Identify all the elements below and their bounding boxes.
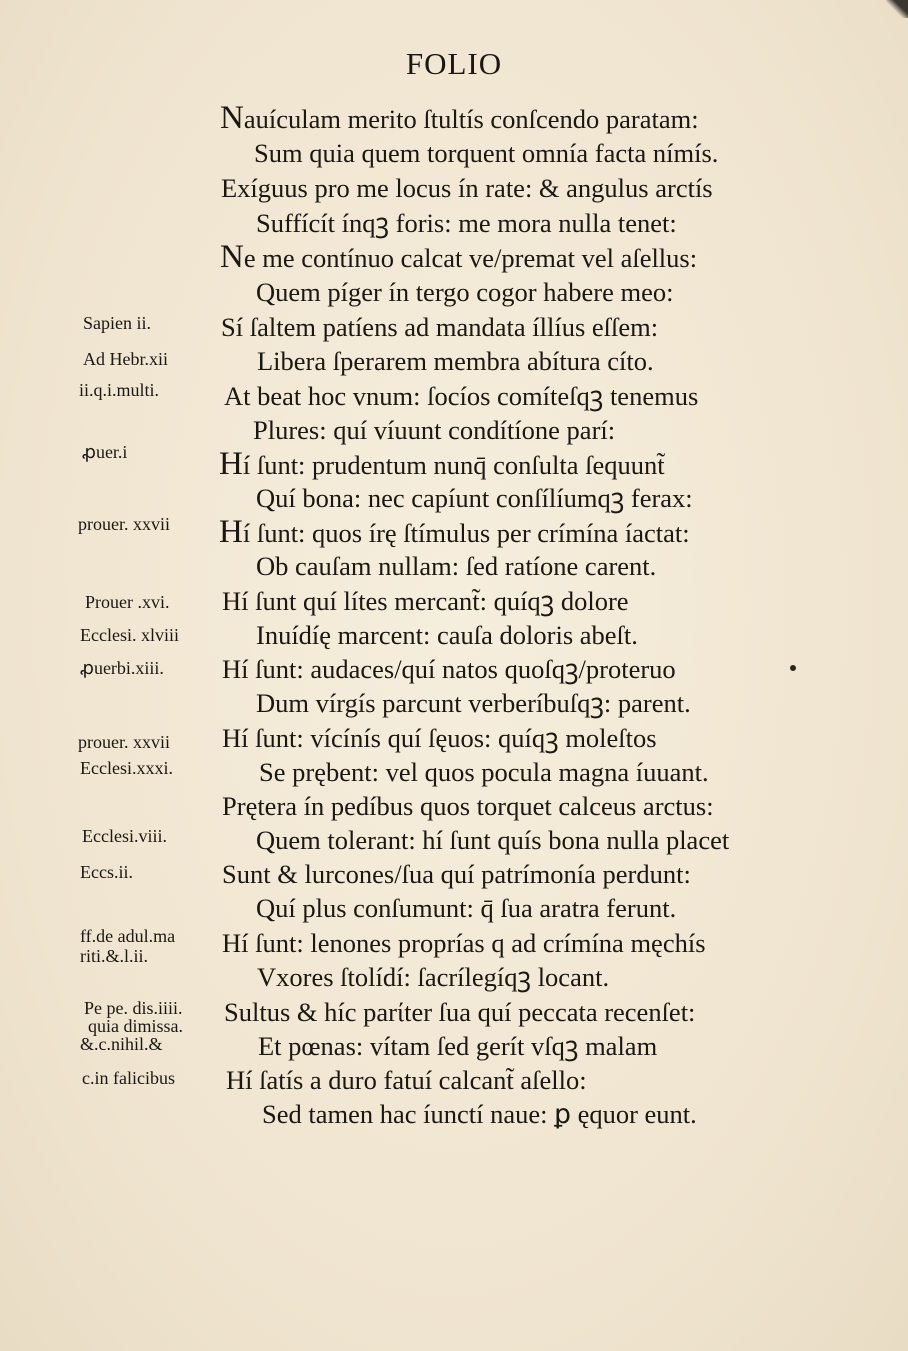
verse-line: Sunt & lurcones/ſua quí patrímonía perdunt:: [222, 859, 691, 889]
verse-line: Quem tolerant: hí ſunt quís bona nulla placet: [256, 825, 730, 855]
marginal-note: quia dimissa.: [88, 1016, 183, 1036]
verse-line: Libera ſperarem membra abítura cíto.: [257, 346, 654, 376]
verse-line: Plures: quí víuunt condítíone parí:: [253, 415, 616, 445]
marginal-note: &.c.nihil.&: [80, 1034, 163, 1054]
verse-line: Vxores ſtolídí: ſacrílegíqꝫ locant.: [257, 962, 610, 992]
verse-line: Hí ſunt: quos írę ſtímulus per crímína íactat:: [219, 514, 690, 550]
verse-line: Inuídíę marcent: cauſa doloris abeſt.: [256, 620, 638, 650]
marginal-note: prouer. xxvii: [78, 514, 170, 534]
verse-line: Hí ſunt: vícínís quí ſęuos: quíqꝫ moleſtos: [222, 723, 657, 753]
verse-line: Quí plus conſumunt: q̄ ſua aratra ferunt.: [256, 893, 677, 923]
marginal-note: c.in falicibus: [82, 1068, 175, 1088]
marginal-note: Ecclesi.viii.: [82, 826, 167, 846]
verse-line: Exíguus pro me locus ín rate: & angulus arctís: [221, 173, 713, 203]
verse-line: Sultus & híc parίter ſua quí peccata recenſet:: [224, 997, 696, 1027]
verse-line: Et pœnas: vítam ſed gerít vſqꝫ malam: [258, 1031, 658, 1061]
verse-line: Hí ſunt: prudentum nunq̄ conſulta ſequunt̃: [219, 446, 665, 482]
marginal-note: ii.q.i.multi.: [79, 380, 160, 400]
marginal-note: riti.&.l.ii.: [80, 946, 149, 966]
marginal-note: Sapien ii.: [83, 313, 151, 333]
verse-line: Dum vírgís parcunt verberíbuſqꝫ: parent.: [256, 688, 691, 718]
page-header-folio: FOLIO: [405, 46, 503, 81]
marginal-note: ꝓuerbi.xiii.: [80, 658, 164, 678]
marginal-note: Pe pe. dis.iiii.: [84, 998, 183, 1018]
verse-line: Quem píger ín tergo cogor habere meo:: [256, 277, 674, 307]
marginal-note: Prouer .xvi.: [85, 592, 170, 612]
verse-line: Hí ſunt quí lítes mercant̃: quíqꝫ dolore: [222, 586, 629, 616]
marginal-note: prouer. xxvii: [78, 732, 170, 752]
verse-line: Nauículam merito ſtultís conſcendo paratam:: [220, 100, 699, 136]
marginal-note: ꝓuer.i: [82, 442, 128, 462]
verse-line: Prętera ín pedíbus quos torquet calceus arctus:: [222, 791, 714, 821]
marginal-note: Ecclesi. xlviii: [80, 625, 179, 645]
verse-line: Sed tamen hac íunctí naue: ꝑ ęquor eunt.: [262, 1099, 697, 1129]
verse-line: Ob cauſam nullam: ſed ratíone carent.: [256, 551, 657, 581]
ink-blot: [790, 665, 796, 671]
marginal-note: Ad Hebr.xii: [83, 349, 168, 369]
verse-line: Hí ſunt: lenones proprías q ad crímína męchís: [222, 928, 706, 958]
verse-line: Sí ſaltem patíens ad mandata íllíus eſſem:: [221, 312, 659, 342]
verse-line: Hí ſatís a duro fatuí calcant̃ aſello:: [226, 1065, 587, 1095]
verse-line: Suffícít ínqꝫ foris: me mora nulla tenet:: [256, 208, 677, 238]
marginal-note: Ecclesi.xxxi.: [80, 758, 173, 778]
verse-line: Hí ſunt: audaces/quí natos quoſqꝫ/proteruo: [222, 654, 676, 684]
verse-line: Se prębent: vel quos pocula magna íuuant.: [259, 757, 709, 787]
marginal-note: Eccs.ii.: [80, 862, 133, 882]
marginal-note: ff.de adul.ma: [80, 926, 176, 946]
verse-line: Quí bona: nec capíunt conſílíumqꝫ ferax:: [256, 483, 693, 513]
verse-line: At beat hoc vnum: ſocíos comíteſqꝫ tenemus: [224, 381, 699, 411]
verse-line: Sum quia quem torquent omnía facta nímís.: [254, 138, 719, 168]
verse-line: Ne me contínuo calcat ve/premat vel aſellus:: [220, 239, 698, 275]
